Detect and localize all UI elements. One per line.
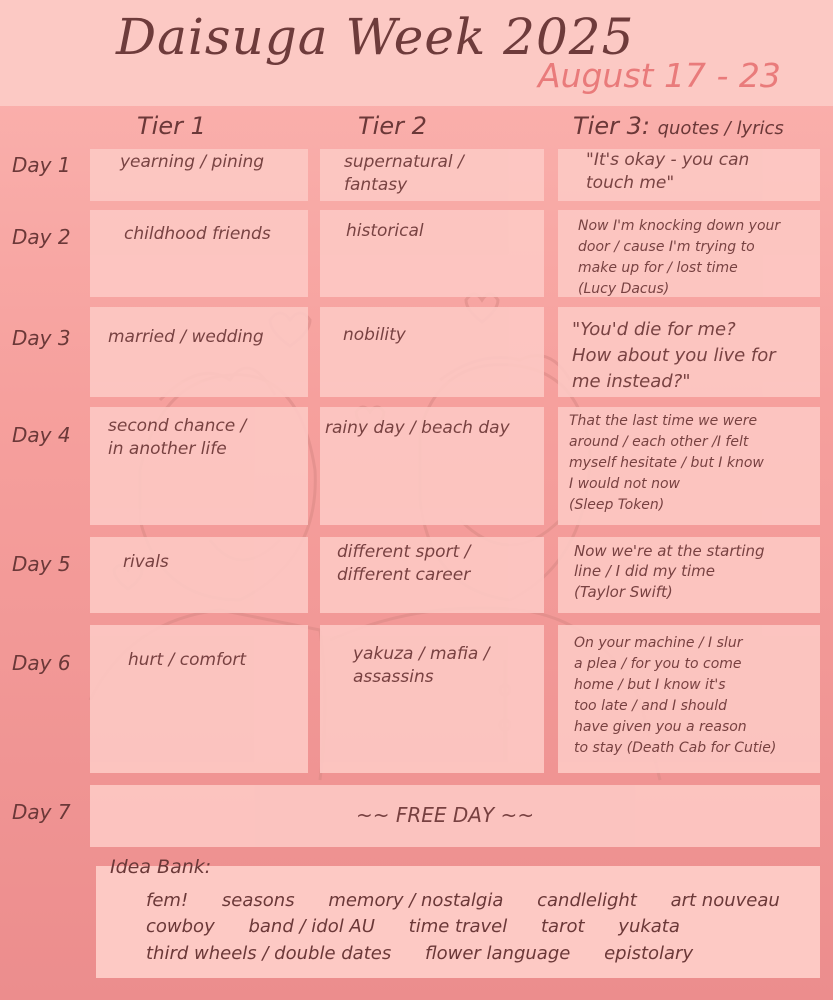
day-5-label: Day 5 (12, 552, 71, 576)
prompt-text: supernatural / fantasy (344, 152, 464, 195)
day-5-tier-2 (320, 537, 544, 613)
day-1-tier-1 (90, 149, 308, 201)
idea-item: band / idol AU (248, 916, 375, 937)
idea-item: art nouveau (670, 890, 780, 911)
day-1-label: Day 1 (12, 153, 71, 177)
day-3-label: Day 3 (12, 326, 71, 350)
day-7-free-day (90, 785, 820, 847)
day-1-tier-3 (558, 149, 820, 201)
day-4-tier-3 (558, 407, 820, 525)
prompt-text: rainy day / beach day (325, 418, 510, 438)
quote-text: "You'd die for me? How about you live for me instead?" (572, 319, 776, 393)
tier-1-header: Tier 1 (137, 112, 206, 140)
day-2-tier-1 (90, 210, 308, 297)
lyrics-text: Now we're at the starting line / I did my time (Taylor Swift) (574, 542, 765, 601)
tier-3-title: Tier 3: (573, 112, 650, 140)
prompt-text: historical (346, 221, 424, 241)
idea-item: time travel (408, 916, 508, 937)
prompt-text: yearning / pining (120, 152, 265, 172)
day-1-tier-2 (320, 149, 544, 201)
day-6-tier-1 (90, 625, 308, 773)
idea-row-2 (146, 916, 708, 937)
lyrics-text: That the last time we were around / each other /I felt myself hesitate / but I know I would not now (Sleep Token) (569, 413, 764, 513)
prompt-text: married / wedding (108, 327, 264, 347)
idea-bank-title: Idea Bank: (110, 856, 212, 878)
event-dates: August 17 - 23 (538, 56, 781, 95)
day-2-tier-3 (558, 210, 820, 297)
idea-item: seasons (221, 890, 295, 911)
idea-item: cowboy (146, 916, 215, 937)
prompt-text: rivals (123, 552, 169, 572)
tier-2-header: Tier 2 (358, 112, 427, 140)
day-2-label: Day 2 (12, 225, 71, 249)
day-6-tier-2 (320, 625, 544, 773)
day-6-tier-3 (558, 625, 820, 773)
day-4-label: Day 4 (12, 423, 71, 447)
idea-row-1 (146, 890, 808, 911)
prompt-text: childhood friends (124, 224, 271, 244)
prompt-text: yakuza / mafia / assassins (353, 644, 490, 687)
day-3-tier-1 (90, 307, 308, 397)
idea-row-3 (146, 943, 721, 964)
lyrics-text: On your machine / I slur a plea / for you to come home / but I know it's too late / and I should have given you a reason to stay (Death Cab for Cutie) (574, 635, 777, 756)
tier-3-header (573, 112, 784, 140)
idea-item: yukata (618, 916, 680, 937)
idea-item: flower language (424, 943, 571, 964)
idea-item: third wheels / double dates (146, 943, 392, 964)
day-5-tier-1 (90, 537, 308, 613)
lyrics-text: Now I'm knocking down your door / cause I'm trying to make up for / lost time (Lucy Dacus) (578, 218, 781, 297)
idea-item: fem! (146, 890, 189, 911)
tier-3-note: quotes / lyrics (657, 118, 784, 139)
idea-item: candlelight (537, 890, 637, 911)
day-3-tier-3 (558, 307, 820, 397)
day-2-tier-2 (320, 210, 544, 297)
day-5-tier-3 (558, 537, 820, 613)
prompt-text: nobility (343, 325, 406, 345)
day-4-tier-2 (320, 407, 544, 525)
day-4-tier-1 (90, 407, 308, 525)
idea-item: epistolary (604, 943, 694, 964)
day-6-label: Day 6 (12, 651, 71, 675)
idea-item: memory / nostalgia (328, 890, 504, 911)
prompt-text: hurt / comfort (128, 650, 247, 670)
quote-text: "It's okay - you can touch me" (586, 150, 750, 193)
day-7-label: Day 7 (12, 800, 71, 824)
day-3-tier-2 (320, 307, 544, 397)
idea-item: tarot (541, 916, 585, 937)
prompt-text: different sport / different career (337, 542, 471, 585)
prompt-text: second chance / in another life (108, 416, 247, 459)
page-title: Daisuga Week 2025 (116, 8, 635, 66)
free-day-text: ~~ FREE DAY ~~ (356, 803, 535, 827)
